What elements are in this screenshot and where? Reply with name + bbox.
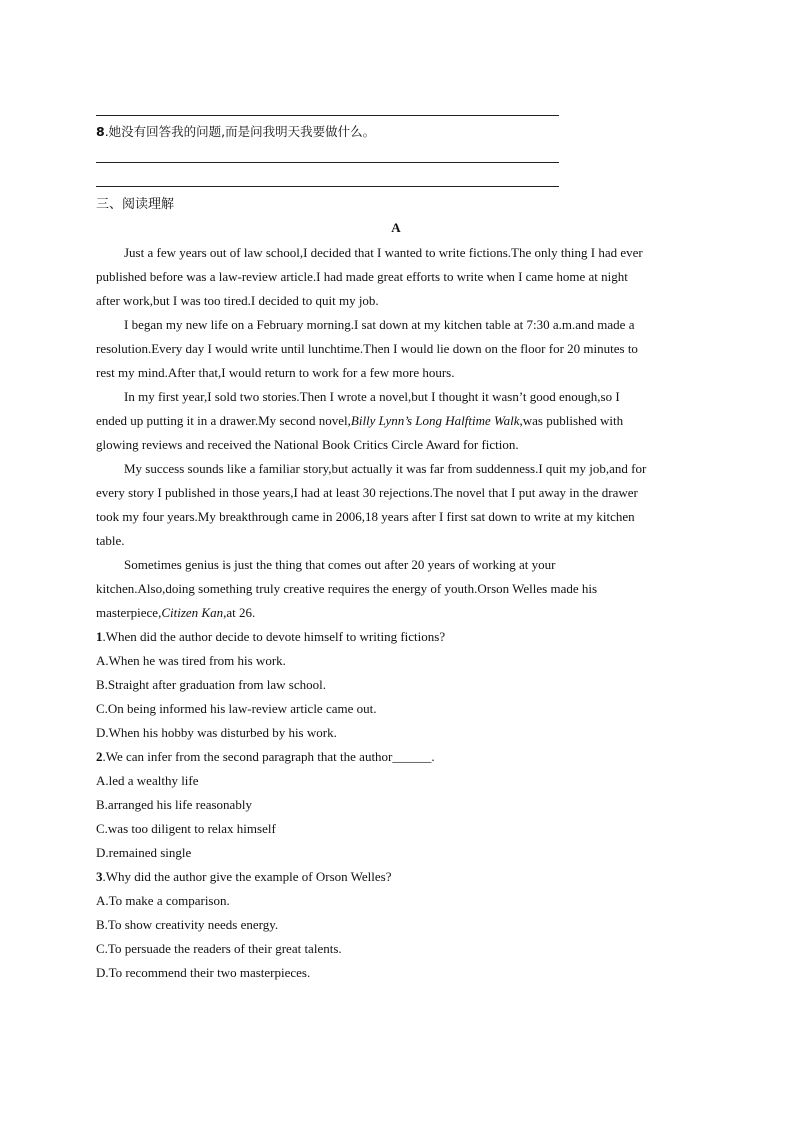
question-number: 3 — [96, 869, 103, 884]
passage-line: resolution.Every day I would write until lunchtime.Then I would lie down on the floor for 20 minutes to — [96, 341, 638, 356]
option: C.On being informed his law-review article came out. — [96, 701, 377, 716]
question-2-stem — [96, 749, 435, 765]
passage-text: ,at 26. — [223, 605, 256, 620]
question-8 — [96, 124, 375, 140]
passage-text: masterpiece, — [96, 605, 162, 620]
question-1-stem — [96, 629, 445, 645]
option: B.To show creativity needs energy. — [96, 917, 279, 932]
passage-line: Just a few years out of law school,I decided that I wanted to write fictions.The only thing I had ever — [124, 245, 643, 260]
option: B.Straight after graduation from law school. — [96, 677, 326, 692]
passage-line: kitchen.Also,doing something truly creative requires the energy of youth.Orson Welles made his — [96, 581, 598, 596]
section-heading: 三、阅读理解 — [96, 197, 175, 212]
passage-line: glowing reviews and received the National Book Critics Circle Award for fiction. — [96, 437, 519, 452]
question-3-stem — [96, 869, 391, 885]
passage-label: A — [391, 220, 401, 235]
passage-line: table. — [96, 533, 125, 548]
passage-line: after work,but I was too tired.I decided to quit my job. — [96, 293, 379, 308]
question-stem-text: .Why did the author give the example of Orson Welles? — [102, 869, 392, 884]
option: A.led a wealthy life — [96, 773, 199, 788]
question-number: 2 — [96, 749, 103, 764]
option: D.remained single — [96, 845, 192, 860]
film-title: Citizen Kan — [161, 605, 224, 620]
passage-line: My success sounds like a familiar story,but actually it was far from suddenness.I quit my job,and for — [124, 461, 647, 476]
option: C.was too diligent to relax himself — [96, 821, 276, 836]
question-8-text: .她没有回答我的问题,而是问我明天我要做什么。 — [104, 124, 376, 139]
option: D.When his hobby was disturbed by his work. — [96, 725, 337, 740]
passage-line: Sometimes genius is just the thing that comes out after 20 years of working at your — [124, 557, 556, 572]
passage-line: In my first year,I sold two stories.Then I wrote a novel,but I thought it wasn’t good enough,so I — [124, 389, 620, 404]
option: B.arranged his life reasonably — [96, 797, 252, 812]
passage-line: I began my new life on a February morning.I sat down at my kitchen table at 7:30 a.m.and made a — [124, 317, 635, 332]
answer-line-7 — [96, 115, 559, 116]
passage-text: ended up putting it in a drawer.My second novel, — [96, 413, 351, 428]
option: D.To recommend their two masterpieces. — [96, 965, 311, 980]
answer-line-8a — [96, 162, 559, 163]
option: A.To make a comparison. — [96, 893, 230, 908]
passage-text: ,was published with — [519, 413, 624, 428]
novel-title: Billy Lynn’s Long Halftime Walk — [350, 413, 520, 428]
passage-line: every story I published in those years,I had at least 30 rejections.The novel that I put away in the drawer — [96, 485, 638, 500]
question-stem-text: .We can infer from the second paragraph that the author______. — [102, 749, 435, 764]
passage-line — [96, 605, 255, 621]
passage-line — [96, 413, 623, 429]
answer-line-8b — [96, 186, 559, 187]
passage-line: rest my mind.After that,I would return to work for a few more hours. — [96, 365, 455, 380]
option: C.To persuade the readers of their great talents. — [96, 941, 342, 956]
question-number: 1 — [96, 629, 103, 644]
question-stem-text: .When did the author decide to devote himself to writing fictions? — [102, 629, 446, 644]
passage-line: took my four years.My breakthrough came in 2006,18 years after I first sat down to write at my kitchen — [96, 509, 635, 524]
passage-line: published before was a law-review article.I had made great efforts to write when I came home at night — [96, 269, 628, 284]
question-8-number: 8 — [96, 124, 105, 139]
option: A.When he was tired from his work. — [96, 653, 286, 668]
